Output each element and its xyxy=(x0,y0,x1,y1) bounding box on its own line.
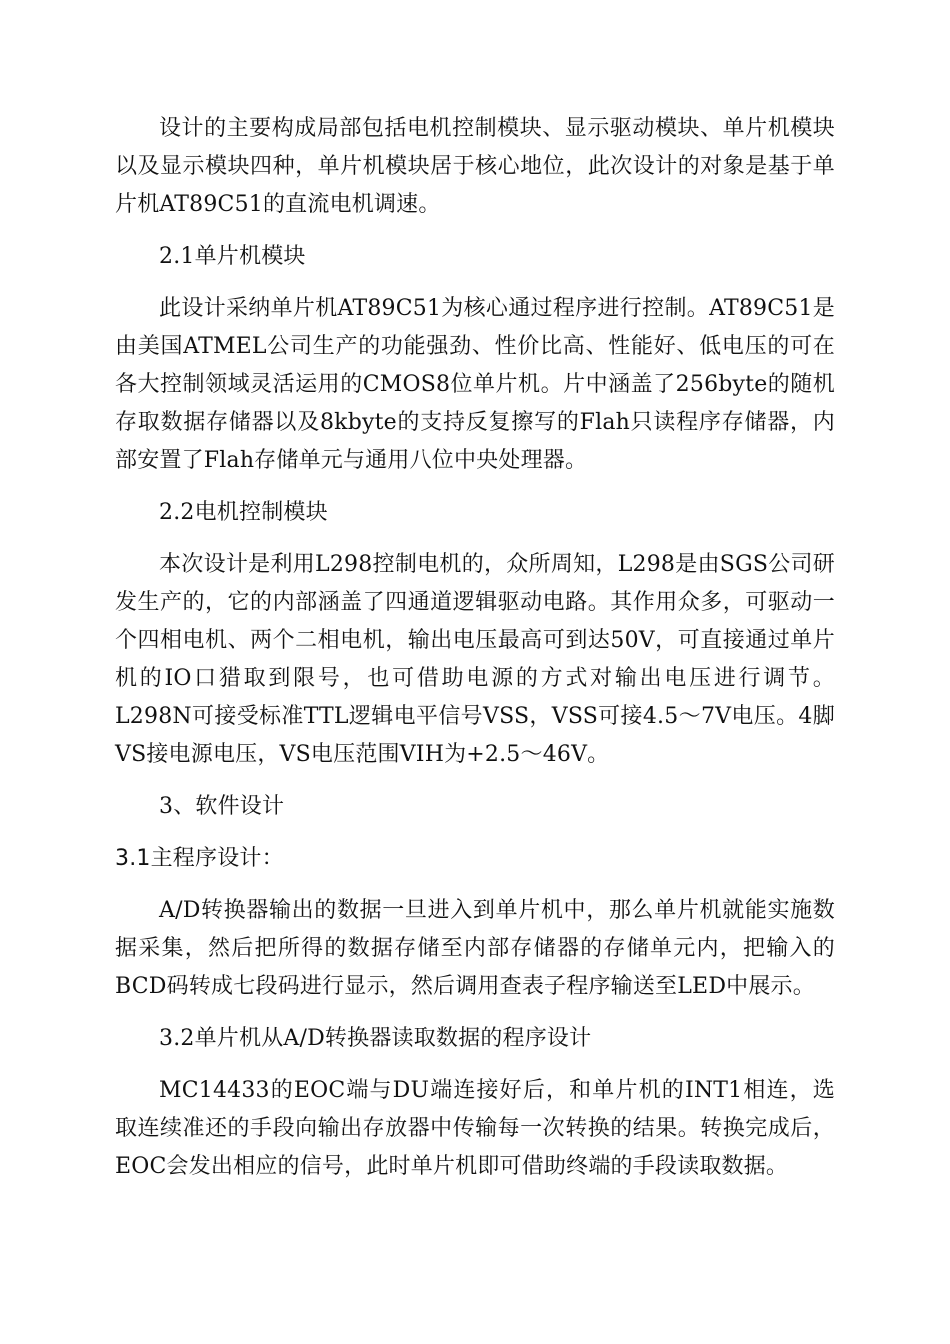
document-body xyxy=(115,110,835,1200)
heading-3: 3、软件设计 xyxy=(159,794,285,819)
paragraph-mcu-module: 此设计采纳单片机AT89C51为核心通过程序进行控制。AT89C51是由美国ATMEL公司生产的功能强劲、性价比高、性能好、低电压的可在各大控制领域灵活运用的CMOS8位单片机。片中涵盖了256byte的随机存取数据存储器以及8kbyte的支持反复擦写的Flah只读程序存储器，内部安置了Flah存储单元与通用八位中央处理器。 xyxy=(115,296,835,473)
heading-2-2: 2.2电机控制模块 xyxy=(159,500,328,525)
paragraph-adc-read: MC14433的EOC端与DU端连接好后，和单片机的INT1相连，选取连续准还的手段向输出存放器中传输每一次转换的结果。转换完成后，EOC会发出相应的信号，此时单片机即可借助终端的手段读取数据。 xyxy=(115,1078,835,1179)
heading-3-1-number: 3.1 xyxy=(115,846,151,871)
heading-3-1 xyxy=(115,840,835,878)
heading-2-1: 2.1单片机模块 xyxy=(159,244,306,269)
paragraph-intro: 设计的主要构成局部包括电机控制模块、显示驱动模块、单片机模块以及显示模块四种，单片机模块居于核心地位，此次设计的对象是基于单片机AT89C51的直流电机调速。 xyxy=(115,116,835,217)
paragraph-motor-control: 本次设计是利用L298控制电机的，众所周知，L298是由SGS公司研发生产的，它的内部涵盖了四通道逻辑驱动电路。其作用众多，可驱动一个四相电机、两个二相电机，输出电压最高可到达50V，可直接通过单片机的IO口猎取到限号，也可借助电源的方式对输出电压进行调节。L298N可接受标准TTL逻辑电平信号VSS，VSS可接4.5～7V电压。4脚VS接电源电压，VS电压范围VIH为+2.5～46V。 xyxy=(115,552,835,767)
paragraph-main-program: A/D转换器输出的数据一旦进入到单片机中，那么单片机就能实施数据采集，然后把所得的数据存储至内部存储器的存储单元内，把输入的BCD码转成七段码进行显示，然后调用查表子程序输送至LED中展示。 xyxy=(115,898,835,999)
heading-3-1-text: 主程序设计： xyxy=(150,846,284,871)
heading-3-2: 3.2单片机从A/D转换器读取数据的程序设计 xyxy=(159,1026,592,1051)
